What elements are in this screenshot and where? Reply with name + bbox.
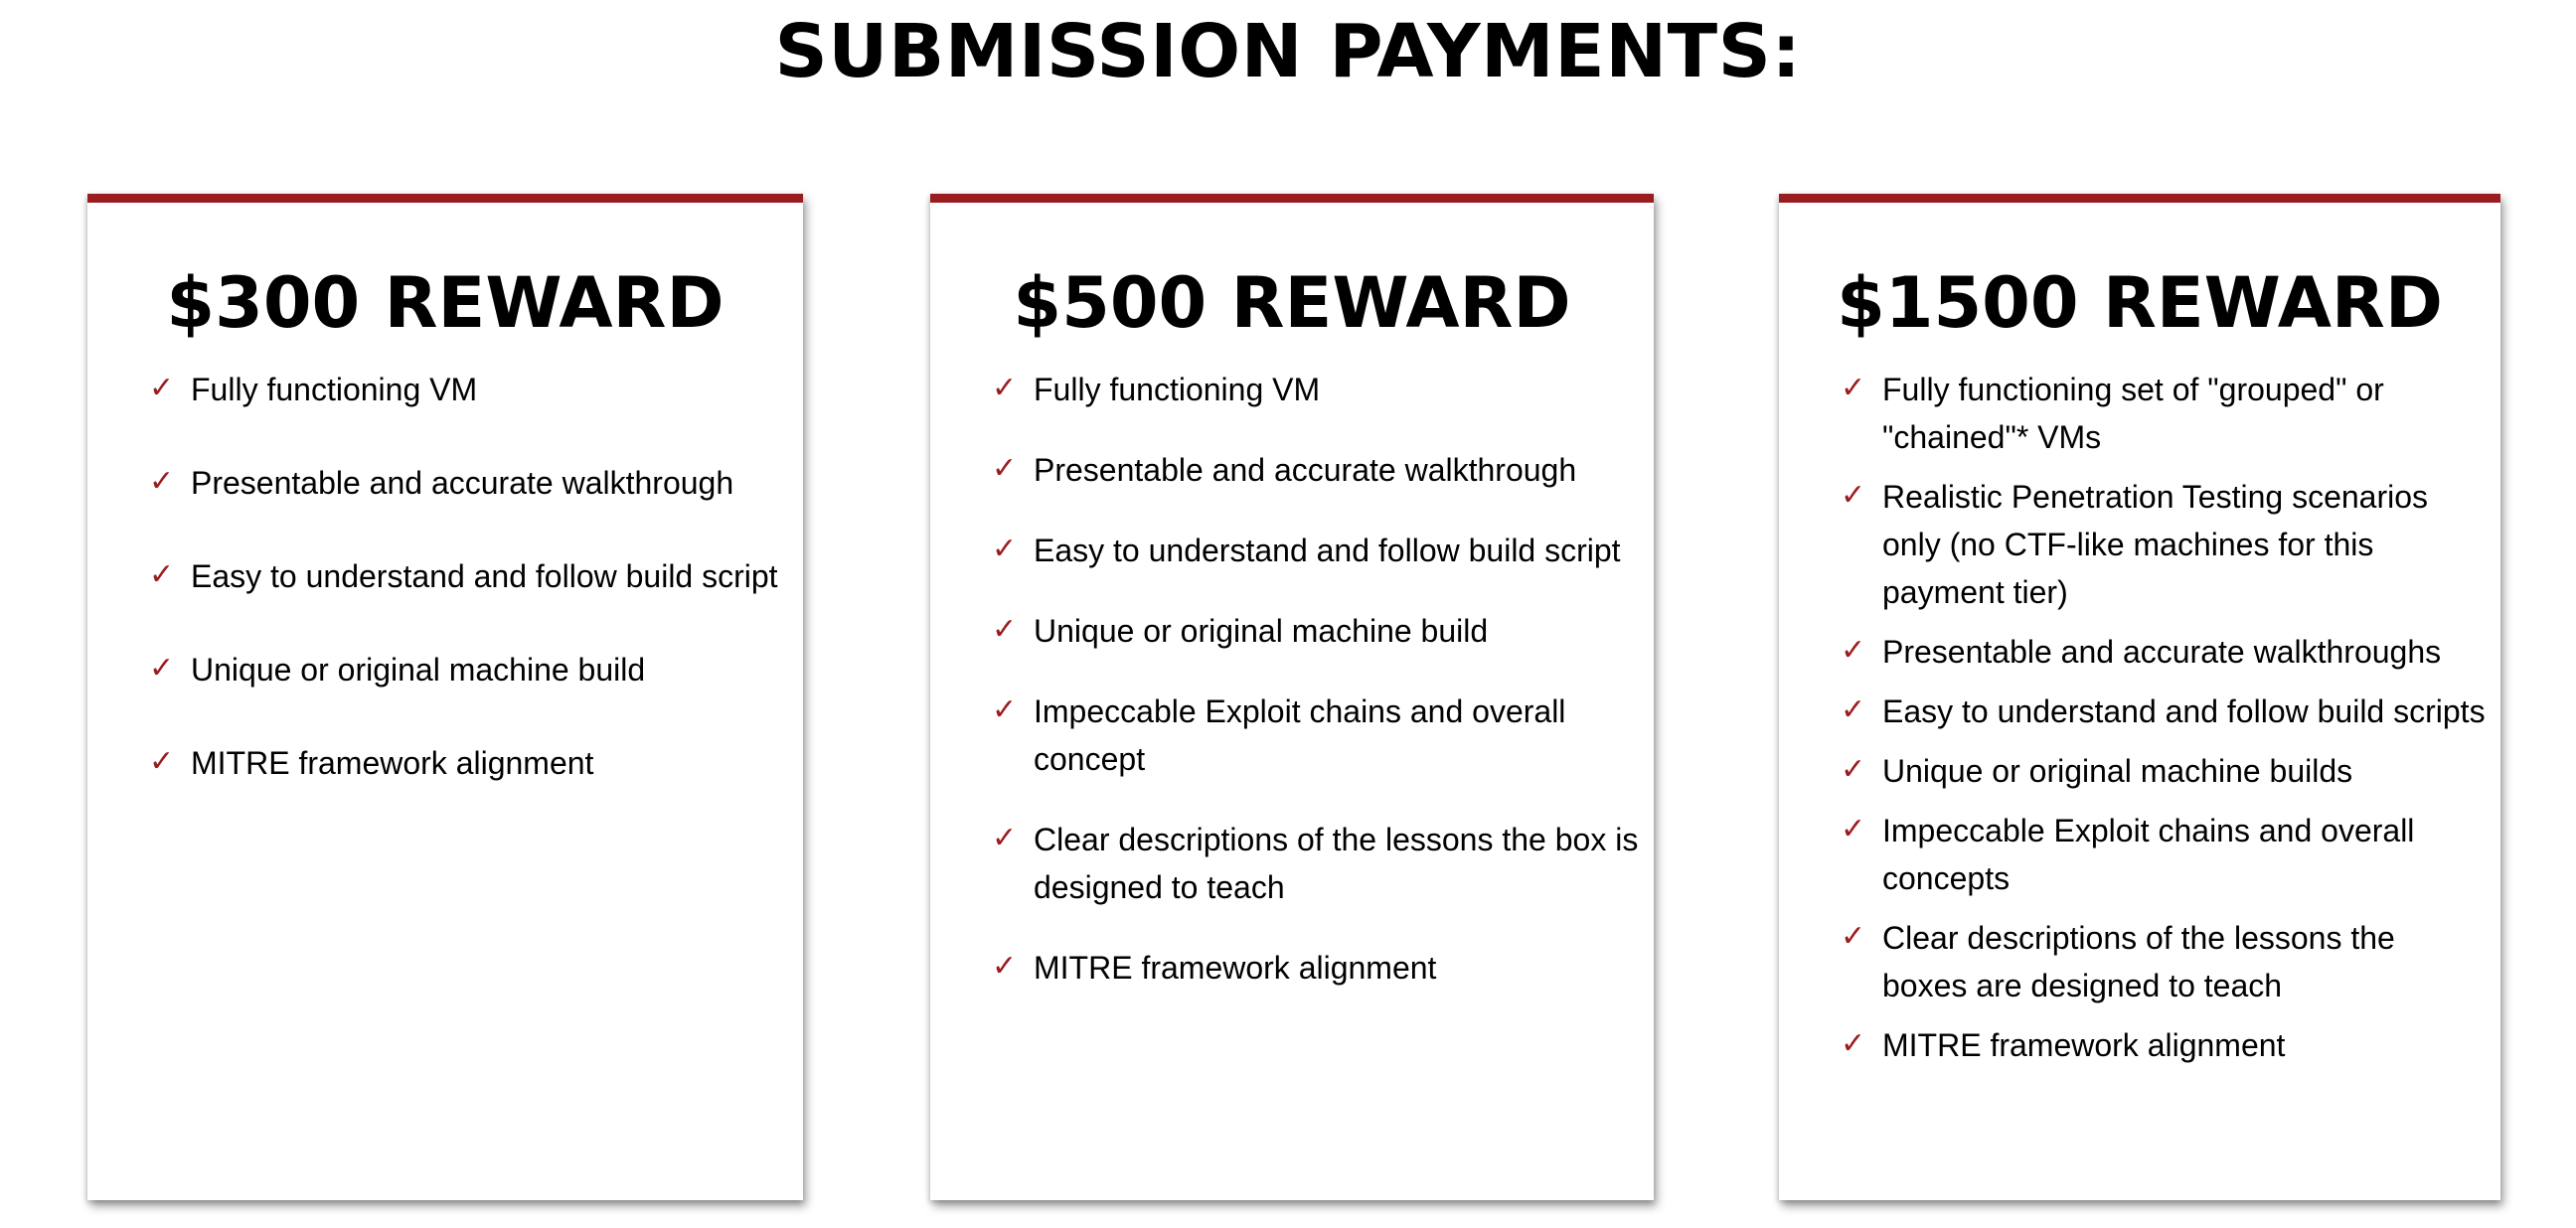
list-item-text: Presentable and accurate walkthrough <box>1034 452 1577 488</box>
list-item-text: Unique or original machine builds <box>1882 753 2353 789</box>
list-item-text: MITRE framework alignment <box>191 745 594 781</box>
check-icon: ✓ <box>992 371 1018 405</box>
feature-list <box>1841 366 2487 1081</box>
list-item <box>1841 747 2487 795</box>
list-item <box>1841 914 2487 1009</box>
feature-list <box>149 366 789 833</box>
list-item-text: Clear descriptions of the lessons the boxes are designed to teach <box>1882 920 2395 1003</box>
list-item <box>1841 473 2487 616</box>
list-item <box>992 816 1640 911</box>
list-item <box>992 688 1640 783</box>
list-item <box>149 459 789 507</box>
feature-list <box>992 366 1640 1024</box>
list-item-text: Fully functioning set of "grouped" or "chained"* VMs <box>1882 372 2384 455</box>
card-heading: $500 REWARD <box>1013 262 1571 344</box>
check-icon: ✓ <box>1841 812 1866 846</box>
reward-card-1500 <box>1779 194 2500 1200</box>
list-item <box>149 552 789 600</box>
list-item-text: MITRE framework alignment <box>1034 950 1437 986</box>
check-icon: ✓ <box>992 821 1018 855</box>
list-item <box>1841 1021 2487 1069</box>
list-item-text: Fully functioning VM <box>191 372 478 407</box>
reward-card-300 <box>87 194 803 1200</box>
check-icon: ✓ <box>1841 478 1866 513</box>
list-item <box>992 366 1640 413</box>
check-icon: ✓ <box>1841 919 1866 954</box>
check-icon: ✓ <box>149 651 175 686</box>
check-icon: ✓ <box>1841 633 1866 668</box>
list-item-text: Presentable and accurate walkthrough <box>191 465 734 501</box>
check-icon: ✓ <box>1841 692 1866 727</box>
list-item-text: Realistic Penetration Testing scenarios only (no CTF-like machines for this payment tier) <box>1882 479 2429 610</box>
card-heading: $300 REWARD <box>166 262 724 344</box>
list-item <box>1841 688 2487 735</box>
list-item <box>149 739 789 787</box>
list-item-text: Easy to understand and follow build scripts <box>1882 693 2486 729</box>
reward-card-500 <box>930 194 1654 1200</box>
list-item-text: Impeccable Exploit chains and overall concepts <box>1882 813 2415 896</box>
check-icon: ✓ <box>992 612 1018 647</box>
list-item <box>992 527 1640 574</box>
list-item-text: Easy to understand and follow build script <box>1034 533 1621 568</box>
list-item <box>1841 628 2487 676</box>
list-item <box>1841 366 2487 461</box>
card-heading: $1500 REWARD <box>1837 262 2443 344</box>
list-item <box>992 446 1640 494</box>
list-item <box>149 646 789 693</box>
list-item-text: MITRE framework alignment <box>1882 1027 2286 1063</box>
list-item <box>992 607 1640 655</box>
check-icon: ✓ <box>1841 1026 1866 1061</box>
check-icon: ✓ <box>149 557 175 592</box>
list-item <box>1841 807 2487 902</box>
check-icon: ✓ <box>992 451 1018 486</box>
list-item-text: Clear descriptions of the lessons the box is designed to teach <box>1034 822 1639 905</box>
list-item-text: Unique or original machine build <box>191 652 646 688</box>
list-item-text: Unique or original machine build <box>1034 613 1489 649</box>
page-title: SUBMISSION PAYMENTS: <box>774 9 1802 94</box>
check-icon: ✓ <box>149 464 175 499</box>
list-item-text: Easy to understand and follow build script <box>191 558 778 594</box>
check-icon: ✓ <box>992 692 1018 727</box>
check-icon: ✓ <box>1841 752 1866 787</box>
check-icon: ✓ <box>992 532 1018 566</box>
list-item <box>149 366 789 413</box>
list-item-text: Fully functioning VM <box>1034 372 1321 407</box>
check-icon: ✓ <box>992 949 1018 984</box>
check-icon: ✓ <box>149 744 175 779</box>
list-item <box>992 944 1640 992</box>
check-icon: ✓ <box>1841 371 1866 405</box>
check-icon: ✓ <box>149 371 175 405</box>
list-item-text: Presentable and accurate walkthroughs <box>1882 634 2442 670</box>
list-item-text: Impeccable Exploit chains and overall concept <box>1034 693 1566 777</box>
